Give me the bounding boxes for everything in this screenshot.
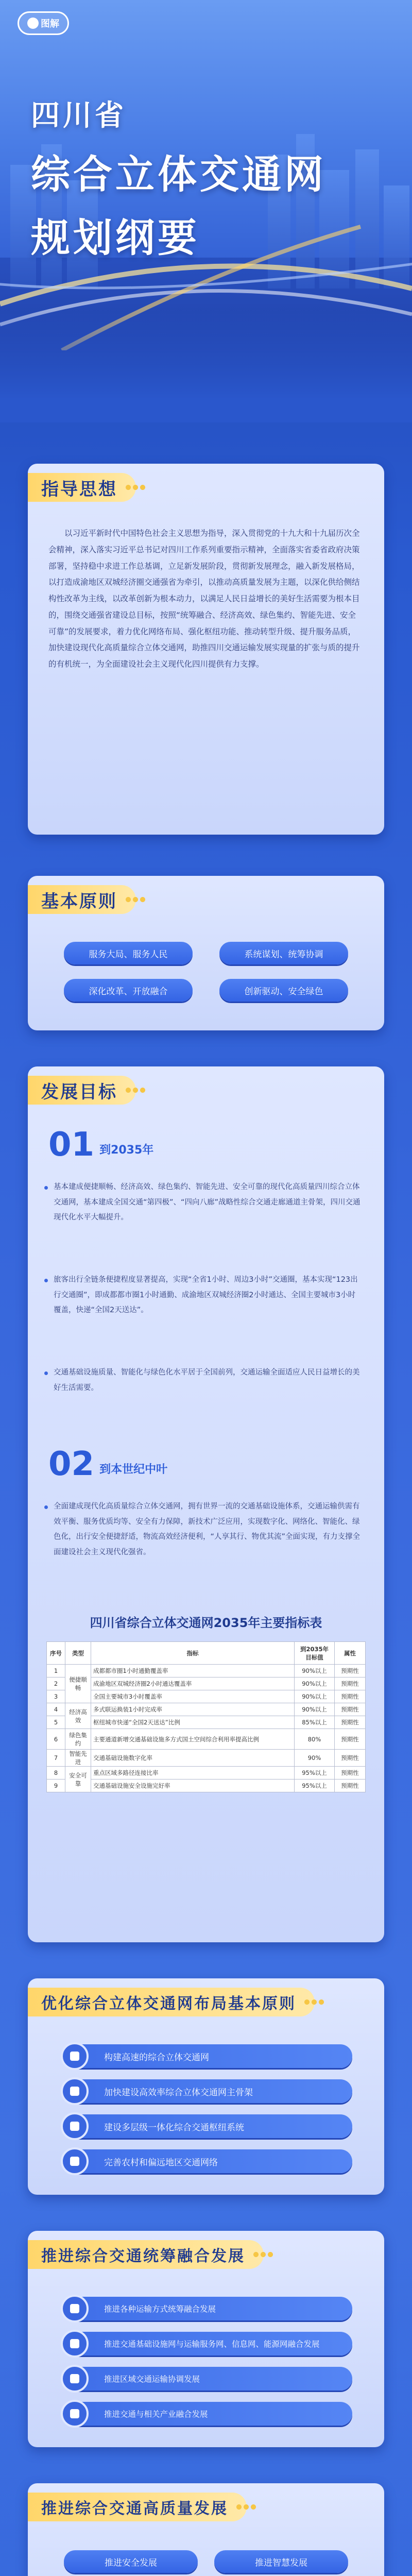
square-icon <box>70 2374 79 2383</box>
section-quality-development <box>28 2483 384 2576</box>
table-row: 4 经济高效 多式联运换装1小时完成率 90%以上 预期性 <box>47 1703 366 1716</box>
table-row: 8 安全可靠 重点区域多路径连接比率 95%以上 预期性 <box>47 1767 366 1780</box>
square-icon <box>70 2087 79 2096</box>
goal-bullet: 交通基础设施质量、智能化与绿色化水平居于全国前列，交通运输全面适应人民日益增长的美好生活需要。 <box>54 1365 363 1396</box>
logo-text: 图解 <box>41 19 59 29</box>
hero-banner <box>0 0 412 422</box>
section-title: 发展目标 <box>41 1081 117 1103</box>
title-sub: 规划纲要 <box>31 215 200 261</box>
goal-number: 01 <box>48 1126 95 1164</box>
goal-bullet: 旅客出行全链条便捷程度显著提高，实现“全省1小时、周边3小时”交通圈，基本实现“123出行交通圈”，即成都都市圈1小时通勤、成渝地区双城经济圈2小时通达、全国主要城市3小时覆盖，快递“全国2天送达”。 <box>54 1273 363 1318</box>
section-title: 指导思想 <box>41 479 117 500</box>
table-row: 2 成渝地区双城经济圈2小时通达覆盖率 90%以上 预期性 <box>47 1677 366 1690</box>
integration-item: 推进各种运输方式统筹融合发展 <box>64 2297 352 2320</box>
principle-item: 系统谋划、统筹协调 <box>219 942 348 964</box>
table-row: 1 便捷顺畅 成都都市圈1小时通勤覆盖率 90%以上 预期性 <box>47 1665 366 1677</box>
goal-label: 到本世纪中叶 <box>99 1463 168 1476</box>
title-province: 四川省 <box>31 99 127 132</box>
logo-mark-icon <box>27 18 39 29</box>
quality-item: 推进安全发展 <box>64 2550 198 2573</box>
goal-number: 02 <box>48 1445 95 1483</box>
square-icon <box>70 2339 79 2348</box>
principle-item: 创新驱动、安全绿色 <box>219 979 348 1002</box>
table-row: 9 交通基础设施安全设施完好率 95%以上 预期性 <box>47 1780 366 1792</box>
square-icon <box>70 2122 79 2131</box>
title-main: 综合立体交通网 <box>31 151 327 197</box>
square-icon <box>70 2409 79 2418</box>
layout-principle-item: 加快建设高效率综合立体交通网主骨架 <box>64 2079 352 2103</box>
section-layout-principles <box>28 1978 384 2195</box>
goal-bullet: 基本建成便捷顺畅、经济高效、绿色集约、智能先进、安全可靠的现代化高质量四川综合立体交通网，基本建成全国交通“第四极”、“四向八廊”战略性综合交通走廊通道主骨架，四川交通现代化水平大幅提升。 <box>54 1180 363 1226</box>
page-title <box>31 93 327 263</box>
integration-item: 推进区域交通运输协调发展 <box>64 2367 352 2391</box>
square-icon <box>70 2052 79 2061</box>
principle-item: 深化改革、开放融合 <box>64 979 193 1002</box>
goal-2050-heading <box>48 1445 168 1483</box>
site-logo <box>18 11 69 35</box>
layout-principle-item: 完善农村和偏远地区交通网络 <box>64 2149 352 2173</box>
principle-item: 服务大局、服务人民 <box>64 942 193 964</box>
section-title: 基本原则 <box>41 891 117 912</box>
integration-item: 推进交通与相关产业融合发展 <box>64 2402 352 2426</box>
section-integration <box>28 2231 384 2447</box>
table-row: 6 绿色集约 主要通道新增交通基础设施多方式国土空间综合利用率提高比例 80% 预期性 <box>47 1729 366 1750</box>
square-icon <box>70 2304 79 2313</box>
section-basic-principles <box>28 876 384 1030</box>
table-row: 3 全国主要城市3小时覆盖率 90%以上 预期性 <box>47 1690 366 1703</box>
indicator-table-title: 四川省综合立体交通网2035年主要指标表 <box>90 1616 322 1630</box>
table-row: 7 智能先进 交通基础设施数字化率 90% 预期性 <box>47 1750 366 1767</box>
table-row: 5 枢纽城市快递“全国2天送达”比例 85%以上 预期性 <box>47 1716 366 1729</box>
square-icon <box>70 2157 79 2166</box>
table-header-row: 序号 类型 指标 到2035年 目标值 属性 <box>47 1642 366 1665</box>
section-title: 优化综合立体交通网布局基本原则 <box>41 1995 296 2013</box>
layout-principle-item: 构建高速的综合立体交通网 <box>64 2044 352 2068</box>
goal-bullet: 全面建成现代化高质量综合立体交通网，拥有世界一流的交通基础设施体系，交通运输供需有效平衡、服务优质均等、安全有力保障，新技术广泛应用，实现数字化、网络化、智能化、绿色化，出行安全便捷舒适，物流高效经济便利，“人享其行、物优其流”全面实现，有力支撑全面建设社会主义现代化强省。 <box>54 1499 363 1561</box>
section-development-goals <box>28 1066 384 1942</box>
section-guiding-thought <box>28 464 384 835</box>
indicator-table <box>46 1641 366 1792</box>
goal-label: 到2035年 <box>99 1144 154 1157</box>
section-title: 推进综合交通高质量发展 <box>41 2500 228 2518</box>
goal-2035-heading <box>48 1126 154 1164</box>
section-title: 推进综合交通统筹融合发展 <box>41 2247 245 2265</box>
layout-principle-item: 建设多层级一体化综合交通枢纽系统 <box>64 2114 352 2138</box>
guiding-text: 以习近平新时代中国特色社会主义思想为指导，深入贯彻党的十九大和十九届历次全会精神，深入落实习近平总书记对四川工作系列重要指示精神，全面落实省委省政府决策部署，坚持稳中求进工作总基调，立足新发展阶段，贯彻新发展理念，融入新发展格局，以打造成渝地区双城经济圈交通强省为牵引，以推动高质量发展为主题，以深化供给侧结构性改革为主线，以改革创新为根本动力，以满足人民日益增长的美好生活需要为根本目的，围绕交通强省建设总目标，按照“统筹融合、经济高效、绿色集约、智能先进、安全可靠”的发展要求，着力优化网络布局、强化枢纽功能、推动转型升级、提升服务品质，加快建设现代化高质量综合立体交通网，助推四川交通运输发展实现量的扩张与质的提升的有机统一，为全面建设社会主义现代化四川提供有力支撑。 <box>48 529 360 669</box>
quality-item: 推进智慧发展 <box>214 2550 348 2573</box>
integration-item: 推进交通基础设施网与运输服务网、信息网、能源网融合发展 <box>64 2332 352 2355</box>
